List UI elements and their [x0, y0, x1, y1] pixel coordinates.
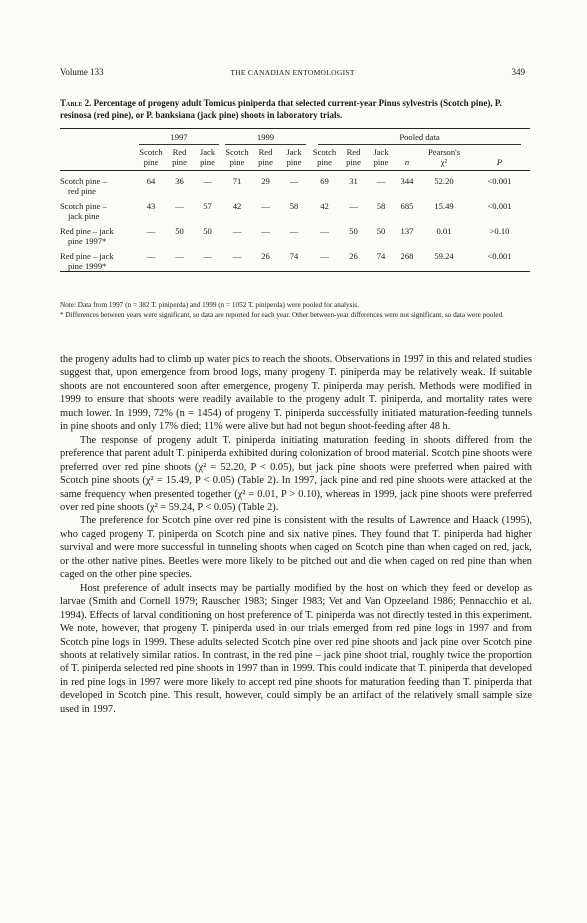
table-cell: 64 [146, 176, 156, 186]
table-cell: — [175, 201, 184, 211]
table-cell: 685 [400, 201, 414, 211]
col-header-p: P [496, 157, 503, 167]
table-cell: — [261, 226, 270, 236]
table-cell: 74 [376, 251, 386, 261]
table-row [60, 196, 530, 221]
row-label-line1: Scotch pine – [60, 201, 107, 211]
table-cell: <0.001 [487, 201, 512, 211]
table-cell: 50 [376, 226, 386, 236]
running-head [60, 67, 525, 79]
col-header: Scotch pine [225, 147, 249, 167]
col-header: Red pine [258, 147, 273, 167]
page-number: 349 [511, 67, 525, 77]
paragraph: Host preference of adult insects may be partially modified by the host on which they feed or develop as larvae (Smith and Cornell 1979; Rauscher 1983; Singer 1983; Vet and Van Opzeeland 1986; Pennacchio et al. 1994). Effects of larval conditioning on host preference of T. piniperda was not directly tested in this experiment. We note, however, that progeny T. piniperda used in our trials emerged from red pine logs in 1997 and from Scotch pine logs in 1999. These adults selected Scotch pine over red pine shoots and jack pine over Scotch pine shoots at relatively similar ratios. In contrast, in the red pine – jack pine shoot trial, roughly twice the proportion of T. piniperda selected red pine shoots in 1997 than in 1999. This could indicate that T. piniperda that developed in red pine logs in 1997 were more likely to accept red pine shoots for maturation feeding than T. piniperda that developed in Scotch pine. This result, however, could simply be an artifact of the relatively small sample size used in 1997. [60, 582, 532, 715]
table-cell: 26 [261, 251, 270, 261]
group-header-1999: 1999 [225, 132, 305, 145]
col-header: Red pine [172, 147, 187, 167]
col-header: Jack pine [199, 147, 216, 167]
table-cell: 58 [376, 201, 386, 211]
table-footnote: * Differences between years were significant, so data are reported for each year. Other between-year differences were not significant, so data were pooled. [60, 311, 504, 319]
table-cell: 15.49 [434, 201, 454, 211]
table-cell: — [146, 226, 156, 236]
table-cell: 137 [400, 226, 414, 236]
table-caption [60, 97, 530, 121]
row-label-line2: jack pine [68, 211, 100, 221]
table-cell: 50 [349, 226, 358, 236]
journal-title: THE CANADIAN ENTOMOLOGIST [230, 68, 355, 77]
table-cell: <0.001 [487, 176, 512, 186]
paragraph: The preference for Scotch pine over red pine is consistent with the results of Lawrence and Haack (1995), who caged progeny T. piniperda on Scotch pine and six native pines. They found that T. piniperda had higher survival and were more successful in tunneling shoots when caged on Scotch pine than when caged on red, jack, or the other native pines. Beetles were more likely to be pitched out and die when caged on red pine than when caged on the other pine species. [60, 515, 532, 581]
table-caption-text: Percentage of progeny adult Tomicus piniperda that selected current-year Pinus sylvestris (Scotch pine), P. resinosa (red pine), or P. banksiana (jack pine) shoots in laboratory trials. [60, 98, 502, 120]
table-cell: — [349, 201, 358, 211]
paragraph: the progeny adults had to climb up water pics to reach the shoots. Observations in 1997 in this and related studies suggest that, upon emergence from brood logs, many progeny T. piniperda may be relatively weak. If suitable shoots are not encountered soon after emergence, progeny T. piniperda may perish. Methods were modified in 1999 to ensure that shoots were readily available to the progeny adult T. piniperda, and mortality rates were much lower. In 1999, 72% (n = 1454) of progeny T. piniperda successfully initiated maturation-feeding tunnels in pine shoots and only 17% died; 11% were alive but had not begun shoot-feeding after 48 h. [60, 354, 532, 433]
table-cell: — [376, 176, 386, 186]
table-row [60, 221, 530, 246]
table-cell: <0.001 [487, 251, 512, 261]
table-cell: 74 [289, 251, 299, 261]
table-cell: — [320, 251, 329, 261]
row-label [60, 196, 136, 221]
table-cell: 59.24 [434, 251, 454, 261]
table-cell: 26 [349, 251, 358, 261]
table-cell: — [146, 251, 156, 261]
table-cell: 50 [175, 226, 184, 236]
data-table [60, 128, 530, 272]
table-cell: 71 [232, 176, 242, 186]
row-label [60, 246, 136, 272]
table-cell: >0.10 [489, 226, 510, 236]
table-cell: — [232, 226, 242, 236]
table-notes [60, 300, 532, 320]
table-cell: — [289, 176, 299, 186]
row-label-line2: pine 1999* [68, 261, 107, 271]
col-header: Scotch pine [139, 147, 163, 167]
table-cell: 42 [232, 201, 242, 211]
table-cell: 31 [349, 176, 358, 186]
table-cell: 344 [400, 176, 414, 186]
table-cell: 36 [175, 176, 184, 186]
row-label [60, 221, 136, 246]
table-cell: — [203, 176, 212, 186]
volume-label: Volume 133 [60, 67, 104, 77]
table-cell: 58 [289, 201, 299, 211]
group-header-pooled: Pooled data [318, 132, 521, 145]
table-note: Note: Data from 1997 (n = 382 T. piniperda) and 1999 (n = 1052 T. piniperda) were pooled for analysis. [60, 301, 359, 309]
paragraph: The response of progeny adult T. piniperda initiating maturation feeding in shoots differed from the preference that parent adult T. piniperda exhibited during colonization of brood material. Scotch pine shoots were preferred over red pine shoots (χ² = 52.20, P < 0.05), but jack pine shoots were preferred when paired with Scotch pine shoots (χ² = 15.49, P < 0.05) (Table 2). In 1997, jack pine and red pine shoots were attacked at the same frequency when presented together (χ² = 0.01, P > 0.10), whereas in 1999, jack pine shoots were preferred over red pine shoots (χ² = 59.24, P < 0.05) (Table 2). [60, 434, 532, 513]
table-cell: — [320, 226, 329, 236]
row-label-line1: Red pine – jack [60, 226, 114, 236]
table-row [60, 171, 530, 197]
table-cell: — [261, 201, 270, 211]
table-cell: 57 [203, 201, 212, 211]
table-cell: 50 [203, 226, 212, 236]
table-cell: — [203, 251, 212, 261]
col-header: Jack pine [286, 147, 302, 167]
group-header-1997: 1997 [139, 132, 218, 145]
table-cell: — [232, 251, 242, 261]
table-cell: 268 [400, 251, 414, 261]
table-row [60, 246, 530, 272]
row-label [60, 171, 136, 197]
row-label-line2: pine 1997* [68, 236, 107, 246]
row-label-line1: Red pine – jack [60, 251, 114, 261]
table-cell: 42 [320, 201, 329, 211]
table-cell: — [175, 251, 184, 261]
table-group-header-row [60, 129, 530, 148]
table-caption-label: Table 2. [60, 98, 92, 108]
table-column-header-row [60, 147, 530, 171]
col-header-n: n [404, 157, 410, 167]
col-header: Red pine [346, 147, 361, 167]
body-text [60, 353, 532, 716]
table-cell: 69 [320, 176, 329, 186]
col-header: Scotch pine [312, 147, 337, 167]
col-header-chi-square: Pearson's χ² [427, 147, 461, 167]
row-label-line2: red pine [68, 186, 96, 196]
table-cell: — [289, 226, 299, 236]
table-cell: 29 [261, 176, 270, 186]
table-cell: 43 [146, 201, 156, 211]
row-label-line1: Scotch pine – [60, 176, 107, 186]
table-cell: 52.20 [434, 176, 454, 186]
col-header: Jack pine [373, 147, 389, 167]
table-cell: 0.01 [436, 226, 452, 236]
